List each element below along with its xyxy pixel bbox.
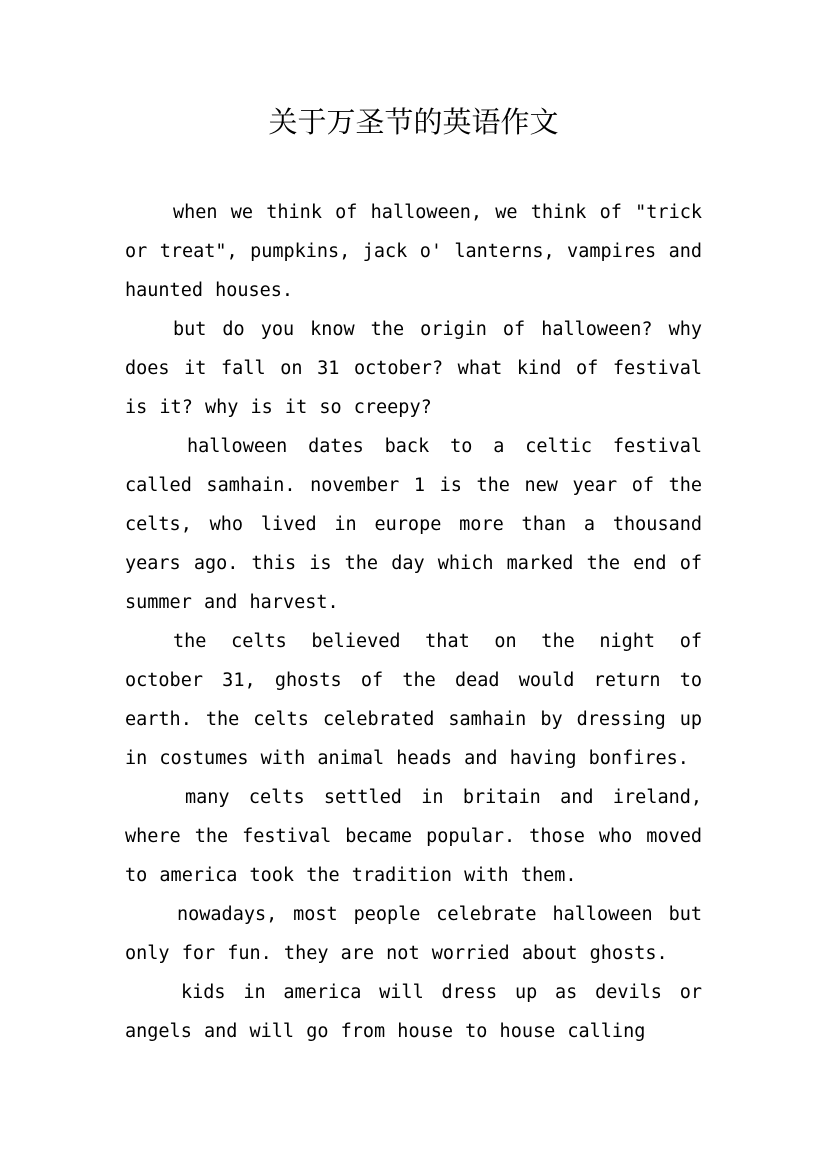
document-title: 关于万圣节的英语作文	[268, 105, 559, 139]
paragraph-celts-belief: the celts believed that on the night of october 31, ghosts of the dead would return to earth. the celts celebrated samhain by dressing up in costumes with animal heads and having bonfires.	[125, 631, 702, 769]
paragraph-modern-celebration: nowadays, most people celebrate halloween but only for fun. they are not worried about ghosts.	[125, 904, 702, 964]
paragraph-migration: many celts settled in britain and ireland, where the festival became popular. those who moved to america took the tradition with them.	[125, 787, 702, 886]
paragraph-kids-costumes: kids in america will dress up as devils or angels and will go from house to house calling	[125, 982, 702, 1042]
paragraph-samhain-history: halloween dates back to a celtic festival called samhain. november 1 is the new year of the celts, who lived in europe more than a thousand years ago. this is the day which marked the end of summer and harvest.	[125, 436, 702, 613]
paragraph-halloween-intro: when we think of halloween, we think of "trick or treat", pumpkins, jack o' lanterns, vampires and haunted houses.	[125, 202, 702, 301]
paragraph-origin-question: but do you know the origin of halloween? why does it fall on 31 october? what kind of festival is it? why is it so creepy?	[125, 319, 702, 418]
document-body	[125, 193, 702, 1051]
